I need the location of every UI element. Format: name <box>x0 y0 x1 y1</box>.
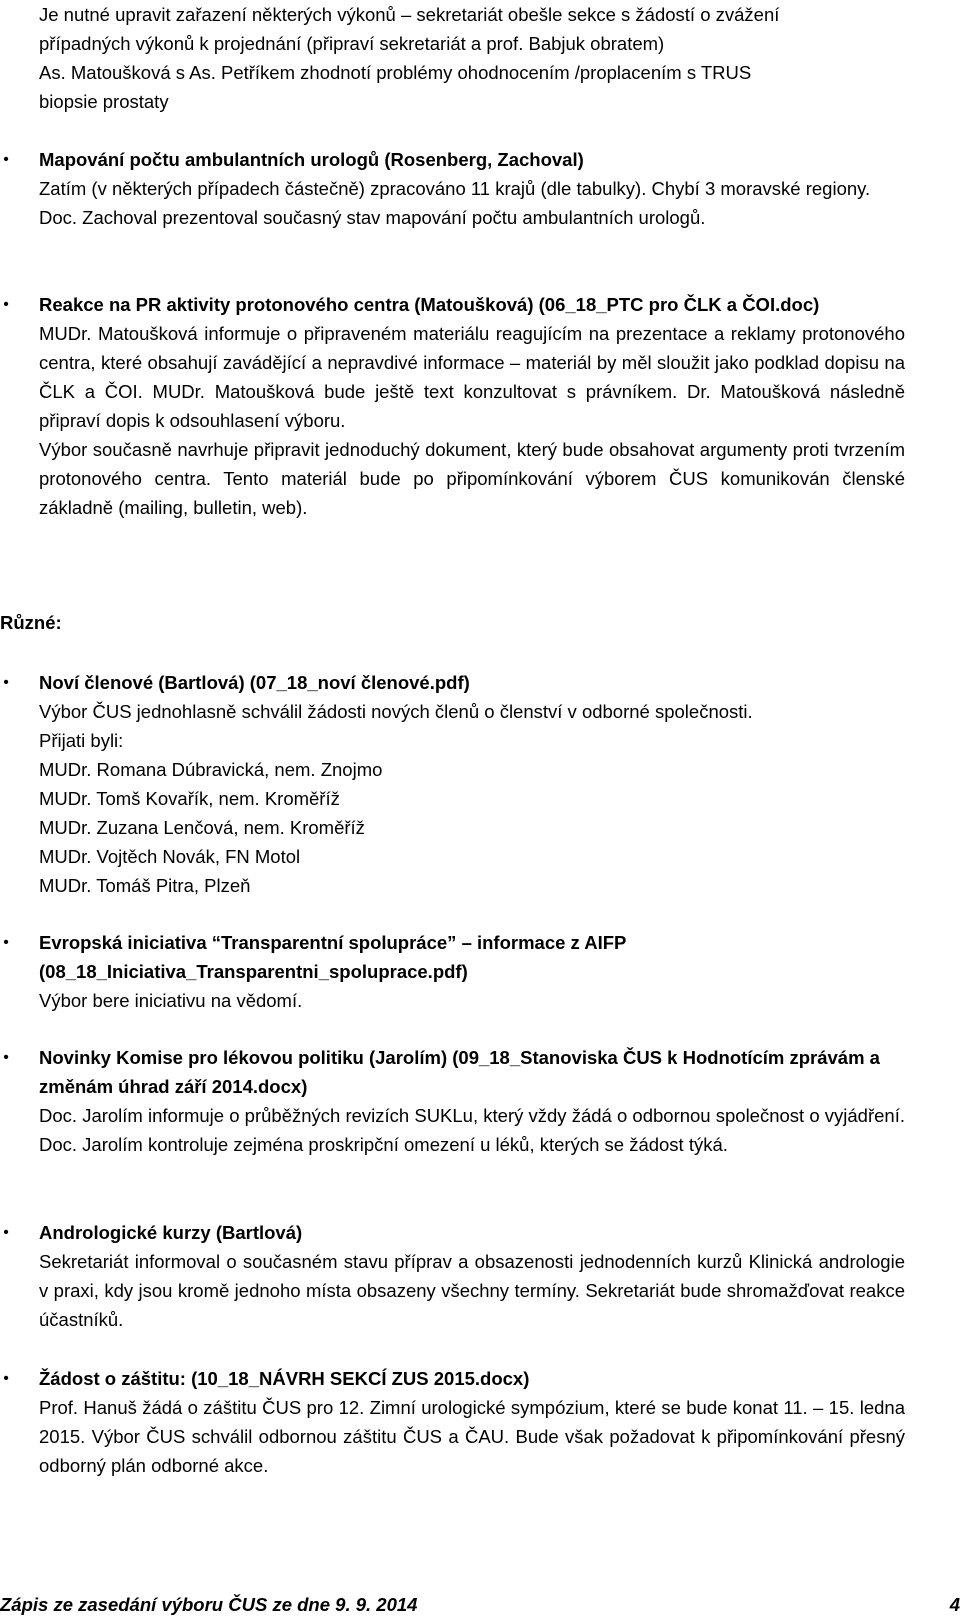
footer-title: Zápis ze zasedání výboru ČUS ze dne 9. 9. 2014 <box>0 1594 418 1615</box>
member-line: MUDr. Romana Dúbravická, nem. Znojmo <box>39 759 383 780</box>
item-title: Evropská iniciativa “Transparentní spolupráce” – informace z AIFP (08_18_Iniciativa_Transparentni_spoluprace.pdf) <box>39 932 627 982</box>
item-body: Zatím (v některých případech částečně) zpracováno 11 krajů (dle tabulky). Chybí 3 moravské regiony. <box>39 178 871 199</box>
item-body: Doc. Jarolím informuje o průběžných revizích SUKLu, který vždy žádá o odbornou společnost o vyjádření. Doc. Jarolím kontroluje zejména proskripční omezení u léků, kterých se žádost týká. <box>39 1105 905 1155</box>
item-title: Novinky Komise pro lékovou politiku (Jarolím) (09_18_Stanoviska ČUS k Hodnotícím zprávám a změnám úhrad září 2014.docx) <box>39 1047 880 1097</box>
intro-paragraph <box>39 0 905 116</box>
item-body: MUDr. Matoušková informuje o připraveném materiálu reagujícím na prezentace a reklamy protonového centra, které obsahují zavádějící a nepravdivé informace – materiál by měl sloužit jako podklad dopisu na ČLK a ČOI. MUDr. Matoušková bude ještě text konzultovat s právníkem. Dr. Matoušková následně připraví dopis k odsouhlasení výboru. <box>39 323 905 431</box>
intro-line: Je nutné upravit zařazení některých výkonů – sekretariát obešle sekce s žádostí o zvážení <box>39 4 780 25</box>
bullet-icon: • <box>3 296 9 313</box>
bullet-icon: • <box>3 1049 9 1066</box>
item-title: Reakce na PR aktivity protonového centra (Matoušková) (06_18_PTC pro ČLK a ČOI.doc) <box>39 294 820 315</box>
intro-line: biopsie prostaty <box>39 91 169 112</box>
bullet-icon: • <box>3 934 9 951</box>
item-title: Noví členové (Bartlová) (07_18_noví členové.pdf) <box>39 672 470 693</box>
item-title: Žádost o záštitu: (10_18_NÁVRH SEKCÍ ZUS 2015.docx) <box>39 1368 530 1389</box>
item-line: Výbor ČUS jednohlasně schválil žádosti nových členů o členství v odborné společnosti. <box>39 701 753 722</box>
agenda-item-novinky-komise <box>3 1043 905 1159</box>
agenda-item-andrologicke-kurzy <box>3 1218 905 1334</box>
member-line: MUDr. Tomš Kovařík, nem. Kroměříž <box>39 788 340 809</box>
item-body: Výbor současně navrhuje připravit jednoduchý dokument, který bude obsahovat argumenty proti tvrzením protonového centra. Tento materiál bude po připomínkování výborem ČUS komunikován členské základně (mailing, bulletin, web). <box>39 439 905 518</box>
agenda-item-zadost-o-zastitu <box>3 1364 905 1480</box>
agenda-item-evropska-iniciativa <box>3 928 905 1015</box>
member-line: MUDr. Vojtěch Novák, FN Motol <box>39 846 301 867</box>
item-title: Andrologické kurzy (Bartlová) <box>39 1222 303 1243</box>
intro-line: As. Matoušková s As. Petříkem zhodnotí problémy ohodnocením /proplacením s TRUS <box>39 62 752 83</box>
bullet-icon: • <box>3 1224 9 1241</box>
bullet-icon: • <box>3 1370 9 1387</box>
item-body: Sekretariát informoval o současném stavu příprav a obsazenosti jednodenních kurzů Klinická andrologie v praxi, kdy jsou kromě jednoho místa obsazeny všechny termíny. Sekretariát bude shromažďovat reakce účastníků. <box>39 1251 905 1330</box>
member-line: MUDr. Tomáš Pitra, Plzeň <box>39 875 251 896</box>
item-body: Výbor bere iniciativu na vědomí. <box>39 990 303 1011</box>
section-heading: Různé: <box>0 612 62 633</box>
item-title: Mapování počtu ambulantních urologů (Rosenberg, Zachoval) <box>39 149 584 170</box>
bullet-icon: • <box>3 674 9 691</box>
item-body: Prof. Hanuš žádá o záštitu ČUS pro 12. Zimní urologické sympózium, které se bude konat 11. – 15. ledna 2015. Výbor ČUS schválil odbornou záštitu ČUS a ČAU. Bude však požadovat k připomínkování přesný odborný plán odborné akce. <box>39 1397 905 1476</box>
item-body: Doc. Zachoval prezentoval současný stav mapování počtu ambulantních urologů. <box>39 207 706 228</box>
agenda-item-novi-clenove <box>3 668 905 900</box>
page-number: 4 <box>949 1594 960 1615</box>
member-line: MUDr. Zuzana Lenčová, nem. Kroměříž <box>39 817 365 838</box>
item-line: Přijati byli: <box>39 730 124 751</box>
agenda-item-mapovani <box>3 145 905 232</box>
page-footer <box>0 1590 960 1619</box>
bullet-icon: • <box>3 151 9 168</box>
agenda-item-reakce <box>3 290 905 522</box>
intro-line: případných výkonů k projednání (připraví sekretariát a prof. Babjuk obratem) <box>39 33 665 54</box>
